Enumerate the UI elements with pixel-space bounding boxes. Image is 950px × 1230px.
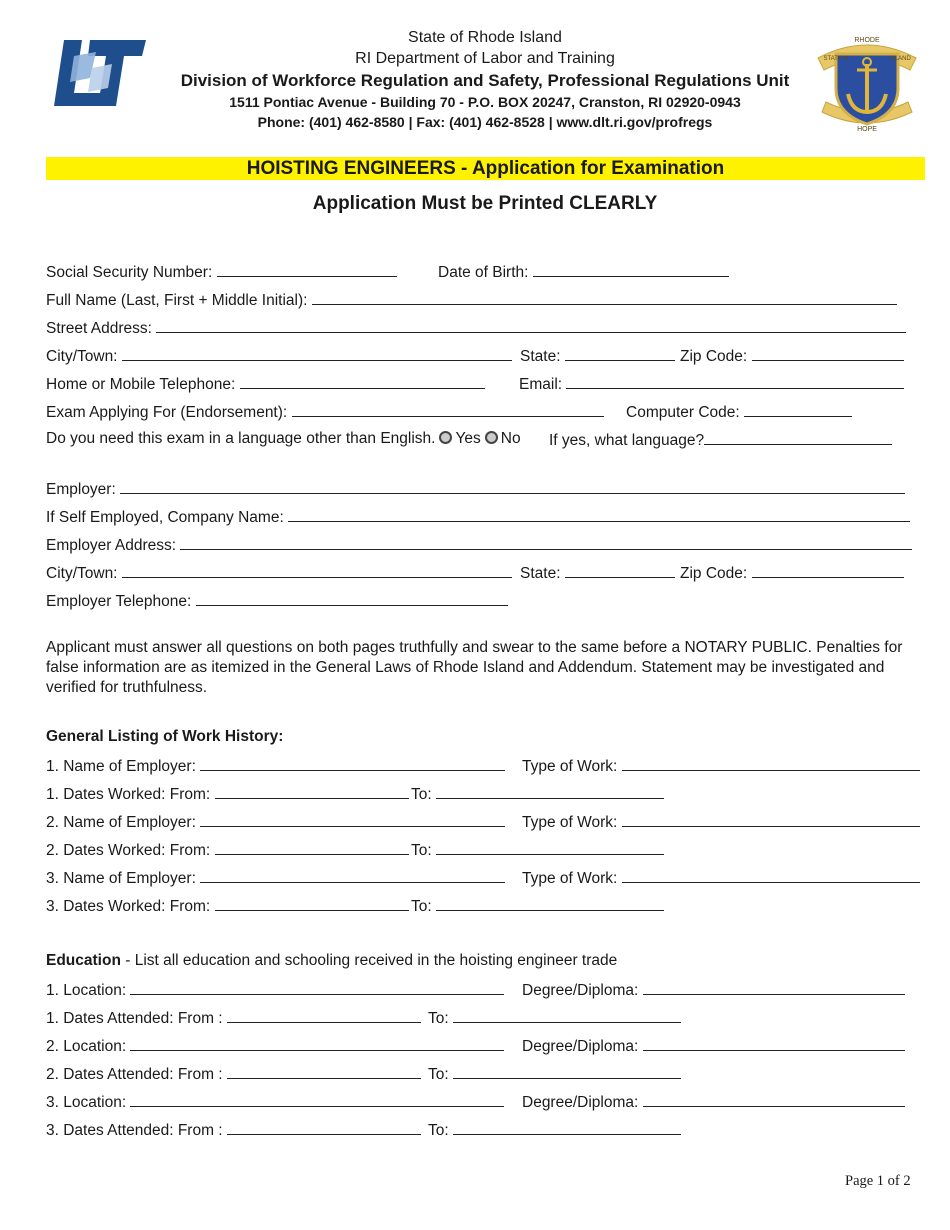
work-to-2-label: To: xyxy=(411,842,432,859)
employer-city-line[interactable] xyxy=(122,563,512,578)
header-contact: Phone: (401) 462-8580 | Fax: (401) 462-8528 | www.dlt.ri.gov/profregs xyxy=(257,114,713,130)
employer-field[interactable] xyxy=(46,479,905,499)
employer-city-label: City/Town: xyxy=(46,565,118,582)
header-state: State of Rhode Island xyxy=(408,29,562,46)
which-language-label: If yes, what language? xyxy=(549,432,705,449)
computer-code-label: Computer Code: xyxy=(626,404,740,421)
edu-from-3-line[interactable] xyxy=(227,1120,421,1135)
phone-line[interactable] xyxy=(240,374,485,389)
edu-degree-2-line[interactable] xyxy=(643,1036,905,1051)
employer-zip-field[interactable] xyxy=(680,563,904,583)
edu-location-2-line[interactable] xyxy=(130,1036,504,1051)
work-from-2-field[interactable] xyxy=(46,840,409,860)
work-type-2-field[interactable] xyxy=(522,812,920,832)
language-question xyxy=(46,430,521,448)
city-field[interactable] xyxy=(46,346,512,366)
no-label: No xyxy=(500,430,521,447)
employer-phone-field[interactable] xyxy=(46,591,508,611)
work-type-1-field[interactable] xyxy=(522,756,920,776)
street-label: Street Address: xyxy=(46,320,152,337)
full-name-line[interactable] xyxy=(312,290,897,305)
work-employer-1-line[interactable] xyxy=(200,756,505,771)
ssn-line[interactable] xyxy=(217,262,397,277)
edu-degree-2-label: Degree/Diploma: xyxy=(522,1038,639,1055)
edu-degree-1-line[interactable] xyxy=(643,980,905,995)
edu-location-3-field[interactable] xyxy=(46,1092,504,1112)
work-to-1-label: To: xyxy=(411,786,432,803)
work-employer-2-label: 2. Name of Employer: xyxy=(46,814,196,831)
education-heading-bold: Education xyxy=(46,952,121,969)
form-title-banner xyxy=(46,157,925,180)
work-type-2-line[interactable] xyxy=(622,812,920,827)
employer-city-field[interactable] xyxy=(46,563,512,583)
edu-degree-3-label: Degree/Diploma: xyxy=(522,1094,639,1111)
edu-from-1-line[interactable] xyxy=(227,1008,421,1023)
employer-address-line[interactable] xyxy=(180,535,912,550)
work-from-2-label: 2. Dates Worked: From: xyxy=(46,842,211,859)
work-from-1-label: 1. Dates Worked: From: xyxy=(46,786,211,803)
zip-label: Zip Code: xyxy=(680,348,748,365)
work-from-2-line[interactable] xyxy=(215,840,409,855)
employer-state-label: State: xyxy=(520,565,561,582)
work-employer-1-field[interactable] xyxy=(46,756,505,776)
edu-degree-3-line[interactable] xyxy=(643,1092,905,1107)
header-department: RI Department of Labor and Training xyxy=(355,50,615,67)
seal-text-bottom: HOPE xyxy=(857,126,877,133)
email-label: Email: xyxy=(519,376,563,393)
ssn-field[interactable] xyxy=(46,262,397,282)
phone-field[interactable] xyxy=(46,374,485,394)
employer-state-line[interactable] xyxy=(565,563,675,578)
exam-line[interactable] xyxy=(292,402,604,417)
phone-label: Home or Mobile Telephone: xyxy=(46,376,236,393)
edu-location-3-line[interactable] xyxy=(130,1092,504,1107)
edu-to-3-label: To: xyxy=(428,1122,449,1139)
computer-code-field[interactable] xyxy=(626,402,852,422)
work-type-3-field[interactable] xyxy=(522,868,920,888)
seal-text-left: STATE of xyxy=(823,56,849,62)
work-employer-3-field[interactable] xyxy=(46,868,505,888)
edu-location-2-label: 2. Location: xyxy=(46,1038,127,1055)
employer-label: Employer: xyxy=(46,481,116,498)
street-field[interactable] xyxy=(46,318,906,338)
education-heading-rest: - List all education and schooling received in the hoisting engineer trade xyxy=(120,952,618,969)
page-number: Page 1 of 2 xyxy=(845,1173,911,1189)
full-name-label: Full Name (Last, First + Middle Initial): xyxy=(46,292,308,309)
zip-field[interactable] xyxy=(680,346,904,366)
company-name-line[interactable] xyxy=(288,507,910,522)
edu-from-2-field[interactable] xyxy=(46,1064,421,1084)
edu-from-1-field[interactable] xyxy=(46,1008,421,1028)
education-heading xyxy=(46,952,617,970)
work-type-1-line[interactable] xyxy=(622,756,920,771)
work-to-3-field[interactable] xyxy=(411,896,664,916)
form-subtitle: Application Must be Printed CLEARLY xyxy=(312,193,658,214)
edu-location-1-label: 1. Location: xyxy=(46,982,127,999)
yes-label: Yes xyxy=(455,430,481,447)
work-to-2-field[interactable] xyxy=(411,840,664,860)
email-field[interactable] xyxy=(519,374,904,394)
edu-to-2-field[interactable] xyxy=(428,1064,681,1084)
work-to-1-field[interactable] xyxy=(411,784,664,804)
employer-zip-label: Zip Code: xyxy=(680,565,748,582)
work-from-1-line[interactable] xyxy=(215,784,409,799)
edu-to-3-line[interactable] xyxy=(453,1120,681,1135)
city-label: City/Town: xyxy=(46,348,118,365)
street-line[interactable] xyxy=(156,318,906,333)
seal-text-right: ISLAND xyxy=(889,56,911,62)
edu-location-1-line[interactable] xyxy=(130,980,504,995)
work-from-3-label: 3. Dates Worked: From: xyxy=(46,898,211,915)
edu-to-1-line[interactable] xyxy=(453,1008,681,1023)
ssn-label: Social Security Number: xyxy=(46,264,213,281)
exam-label: Exam Applying For (Endorsement): xyxy=(46,404,288,421)
work-from-1-field[interactable] xyxy=(46,784,409,804)
yes-radio[interactable] xyxy=(439,431,452,444)
employer-state-field[interactable] xyxy=(520,563,675,583)
work-history-heading: General Listing of Work History: xyxy=(46,728,284,745)
dob-line[interactable] xyxy=(533,262,729,277)
state-label: State: xyxy=(520,348,561,365)
computer-code-line[interactable] xyxy=(744,402,852,417)
edu-degree-2-field[interactable] xyxy=(522,1036,905,1056)
exam-field[interactable] xyxy=(46,402,604,422)
city-line[interactable] xyxy=(122,346,512,361)
work-type-3-label: Type of Work: xyxy=(522,870,618,887)
edu-from-2-label: 2. Dates Attended: From : xyxy=(46,1066,223,1083)
notary-statement: Applicant must answer all questions on both pages truthfully and swear to the same before a NOTARY PUBLIC. Penalties for false information are as itemized in the General Laws of Rhode Island and Addendum. Statement may be investigated and verified for truthfulness. xyxy=(46,639,903,696)
state-line[interactable] xyxy=(565,346,675,361)
work-employer-1-label: 1. Name of Employer: xyxy=(46,758,196,775)
edu-from-3-field[interactable] xyxy=(46,1120,421,1140)
work-employer-3-label: 3. Name of Employer: xyxy=(46,870,196,887)
work-employer-3-line[interactable] xyxy=(200,868,505,883)
work-employer-2-line[interactable] xyxy=(200,812,505,827)
which-language-line[interactable] xyxy=(704,430,892,445)
edu-from-3-label: 3. Dates Attended: From : xyxy=(46,1122,223,1139)
edu-to-2-label: To: xyxy=(428,1066,449,1083)
edu-degree-1-field[interactable] xyxy=(522,980,905,1000)
edu-to-1-field[interactable] xyxy=(428,1008,681,1028)
work-to-2-line[interactable] xyxy=(436,840,664,855)
employer-phone-label: Employer Telephone: xyxy=(46,593,192,610)
dob-label: Date of Birth: xyxy=(438,264,529,281)
language-question-label: Do you need this exam in a language other than English. xyxy=(46,430,436,447)
dob-field[interactable] xyxy=(438,262,729,282)
employer-zip-line[interactable] xyxy=(752,563,904,578)
work-from-3-field[interactable] xyxy=(46,896,409,916)
work-to-3-line[interactable] xyxy=(436,896,664,911)
edu-degree-3-field[interactable] xyxy=(522,1092,905,1112)
edu-location-2-field[interactable] xyxy=(46,1036,504,1056)
state-field[interactable] xyxy=(520,346,675,366)
work-from-3-line[interactable] xyxy=(215,896,409,911)
work-to-3-label: To: xyxy=(411,898,432,915)
company-name-label: If Self Employed, Company Name: xyxy=(46,509,284,526)
work-type-2-label: Type of Work: xyxy=(522,814,618,831)
edu-to-3-field[interactable] xyxy=(428,1120,681,1140)
full-name-field[interactable] xyxy=(46,290,897,310)
work-employer-2-field[interactable] xyxy=(46,812,505,832)
company-name-field[interactable] xyxy=(46,507,910,527)
which-language-field[interactable] xyxy=(549,430,892,450)
no-radio[interactable] xyxy=(485,431,498,444)
edu-to-2-line[interactable] xyxy=(453,1064,681,1079)
edu-to-1-label: To: xyxy=(428,1010,449,1027)
edu-from-2-line[interactable] xyxy=(227,1064,421,1079)
employer-phone-line[interactable] xyxy=(196,591,508,606)
employer-address-field[interactable] xyxy=(46,535,912,555)
zip-line[interactable] xyxy=(752,346,904,361)
employer-address-label: Employer Address: xyxy=(46,537,177,554)
edu-degree-1-label: Degree/Diploma: xyxy=(522,982,639,999)
edu-location-1-field[interactable] xyxy=(46,980,504,1000)
work-to-1-line[interactable] xyxy=(436,784,664,799)
work-type-3-line[interactable] xyxy=(622,868,920,883)
edu-location-3-label: 3. Location: xyxy=(46,1094,127,1111)
work-type-1-label: Type of Work: xyxy=(522,758,618,775)
header-division: Division of Workforce Regulation and Safety, Professional Regulations Unit xyxy=(180,71,790,90)
employer-line[interactable] xyxy=(120,479,905,494)
seal-text-top: RHODE xyxy=(854,37,880,44)
email-line[interactable] xyxy=(566,374,904,389)
form-title: HOISTING ENGINEERS - Application for Examination xyxy=(246,158,725,179)
edu-from-1-label: 1. Dates Attended: From : xyxy=(46,1010,223,1027)
header-address: 1511 Pontiac Avenue - Building 70 - P.O. BOX 20247, Cranston, RI 02920-0943 xyxy=(229,94,741,110)
